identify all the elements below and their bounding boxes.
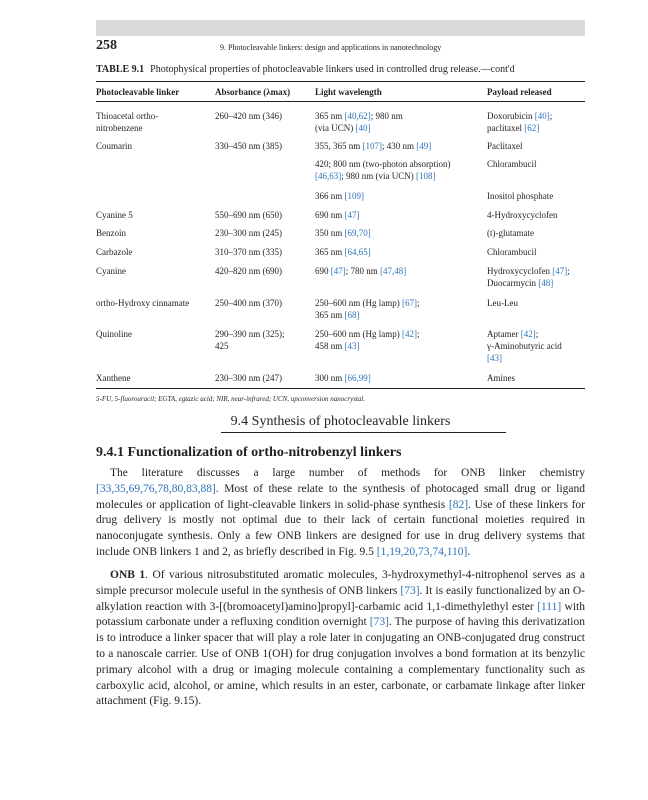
table-cell-absorbance: 425: [215, 341, 229, 351]
table-cell-absorbance: 250–400 nm (370): [215, 298, 282, 308]
table-cell-linker: Coumarin: [96, 141, 132, 151]
column-header-absorbance: Absorbance (λmax): [215, 87, 291, 97]
table-cell-payload: Chlorambucil: [487, 247, 537, 257]
table-cell-absorbance: 230–300 nm (245): [215, 228, 282, 238]
paragraph-2-text: . Of various nitrosubstituted aromatic molecules, 3-hydroxymethyl-4-nitrophenol serves as a simple precursor molecule useful in the synthesis of ONB linkers [73]. It is easily functionalized by an O-alkylation reaction with 3-[(bromoacetyl)amino]propyl]-carbamic acid 1,1-dimethylethyl ester [111] with potassium carbonate under a refluxing condition overnight [73]. The purpose of having this derivatization is to introduce a linker spacer that will play a role later in conjugating an ONB-conjugated drug construct to a nanoscale carrier. Use of ONB 1(OH) for drug conjugation involves a bond formation at its benzylic primary alcohol with a drug or imaging molecule containing a complementary functionality such as carboxylic acid, alcohol, or amine, which results in an ester, carbonate, or carbamate linkage after linker attachment (Fig. 9.15).: [96, 569, 585, 708]
table-caption: [96, 64, 515, 75]
table-cell-absorbance: 310–370 nm (335): [215, 247, 282, 257]
table-cell-light: (via UCN) [40]: [315, 123, 371, 133]
table-cell-light: 690 [47]; 780 nm [47,48]: [315, 266, 407, 276]
table-cell-linker: Quinoline: [96, 329, 132, 339]
body-paragraph-2: [96, 568, 585, 710]
page-number: 258: [96, 38, 117, 53]
table-cell-absorbance: 290–390 nm (325);: [215, 329, 285, 339]
table-cell-linker: Carbazole: [96, 247, 133, 257]
table-cell-absorbance: 420–820 nm (690): [215, 266, 282, 276]
table-cell-payload: 4-Hydroxycyclofen: [487, 210, 558, 220]
table-footnote: 5-FU, 5-fluorouracil; EGTA, egtazic acid; NIR, near-infrared; UCN, upconversion nanocrystal.: [96, 395, 366, 403]
table-cell-linker: Xanthene: [96, 373, 131, 383]
table-cell-linker: Thioacetal ortho-: [96, 111, 159, 121]
table-cell-light: 300 nm [66,99]: [315, 373, 371, 383]
table-cell-payload: Leu-Leu: [487, 298, 518, 308]
table-cell-payload: Paclitaxel: [487, 141, 523, 151]
table-cell-linker: Cyanine: [96, 266, 126, 276]
table-cell-payload: Doxorubicin [40];: [487, 111, 553, 121]
table-cell-light: 365 nm [68]: [315, 310, 360, 320]
table-cell-payload: γ-Aminobutyric acid: [487, 341, 562, 351]
table-label: TABLE 9.1: [96, 64, 145, 75]
table-cell-absorbance: 230–300 nm (247): [215, 373, 282, 383]
table-cell-light: 350 nm [69,70]: [315, 228, 371, 238]
table-cell-linker: Benzoin: [96, 228, 126, 238]
table-header-rule: [96, 101, 585, 102]
table-cell-payload: Chlorambucil: [487, 159, 537, 169]
table-cell-payload: paclitaxel [62]: [487, 123, 540, 133]
table-cell-light: 365 nm [64,65]: [315, 247, 371, 257]
table-cell-absorbance: 260–420 nm (346): [215, 111, 282, 121]
column-header-linker: Photocleavable linker: [96, 87, 180, 97]
table-cell-linker: ortho-Hydroxy cinnamate: [96, 298, 190, 308]
table-cell-payload: Amines: [487, 373, 515, 383]
paragraph-lead-onb1: ONB 1: [110, 569, 146, 581]
table-cell-light: 365 nm [40,62]; 980 nm: [315, 111, 403, 121]
running-head: 9. Photocleavable linkers: design and applications in nanotechnology: [220, 43, 442, 52]
table-cell-payload: Hydroxycyclofen [47];: [487, 266, 570, 276]
table-cell-light: 250–600 nm (Hg lamp) [67];: [315, 298, 420, 308]
table-cell-payload: Duocarmycin [48]: [487, 278, 554, 288]
column-header-light: Light wavelength: [315, 87, 382, 97]
section-title-underline: [221, 432, 506, 433]
table-cell-linker: nitrobenzene: [96, 123, 143, 133]
table-top-rule: [96, 81, 585, 82]
column-header-payload: Payload released: [487, 87, 552, 97]
table-cell-light: 420; 800 nm (two-photon absorption): [315, 159, 451, 169]
body-paragraph-1: The literature discusses a large number of methods for ONB linker chemistry [33,35,69,76,78,80,83,88]. Most of these relate to the synthesis of photocaged small drug or ligand molecules or application of light-cleavable linkers in solid-phase synthesis [82]. Use of these linkers for drug delivery is mostly not optimal due to their lack of certain functional moieties required in nanoconjugate synthesis. Only a few ONB linkers are designed for use in drug delivery systems that include ONB linkers 1 and 2, as briefly described in Fig. 9.5 [1,19,20,73,74,110].: [96, 467, 585, 558]
table-bottom-rule: [96, 388, 585, 389]
table-cell-light: [46,63]; 980 nm (via UCN) [108]: [315, 171, 436, 181]
table-cell-payload: [43]: [487, 353, 502, 363]
header-band: [96, 20, 585, 36]
table-cell-payload: Inositol phosphate: [487, 191, 554, 201]
table-cell-light: 366 nm [109]: [315, 191, 365, 201]
subsection-title: 9.4.1 Functionalization of ortho-nitrobenzyl linkers: [96, 445, 402, 460]
table-cell-light: 250–600 nm (Hg lamp) [42];: [315, 329, 420, 339]
table-caption-text: Photophysical properties of photocleavable linkers used in controlled drug release.—cont'd: [150, 64, 515, 75]
section-title: 9.4 Synthesis of photocleavable linkers: [230, 414, 451, 429]
table-cell-light: 690 nm [47]: [315, 210, 360, 220]
table-cell-light: 355, 365 nm [107]; 430 nm [49]: [315, 141, 432, 151]
table-cell-linker: Cyanine 5: [96, 210, 133, 220]
table-cell-light: 458 nm [43]: [315, 341, 360, 351]
table-cell-absorbance: 550–690 nm (650): [215, 210, 282, 220]
table-cell-payload: Aptamer [42];: [487, 329, 539, 339]
table-cell-absorbance: 330–450 nm (385): [215, 141, 282, 151]
table-cell-payload: (t)-glutamate: [487, 228, 534, 238]
